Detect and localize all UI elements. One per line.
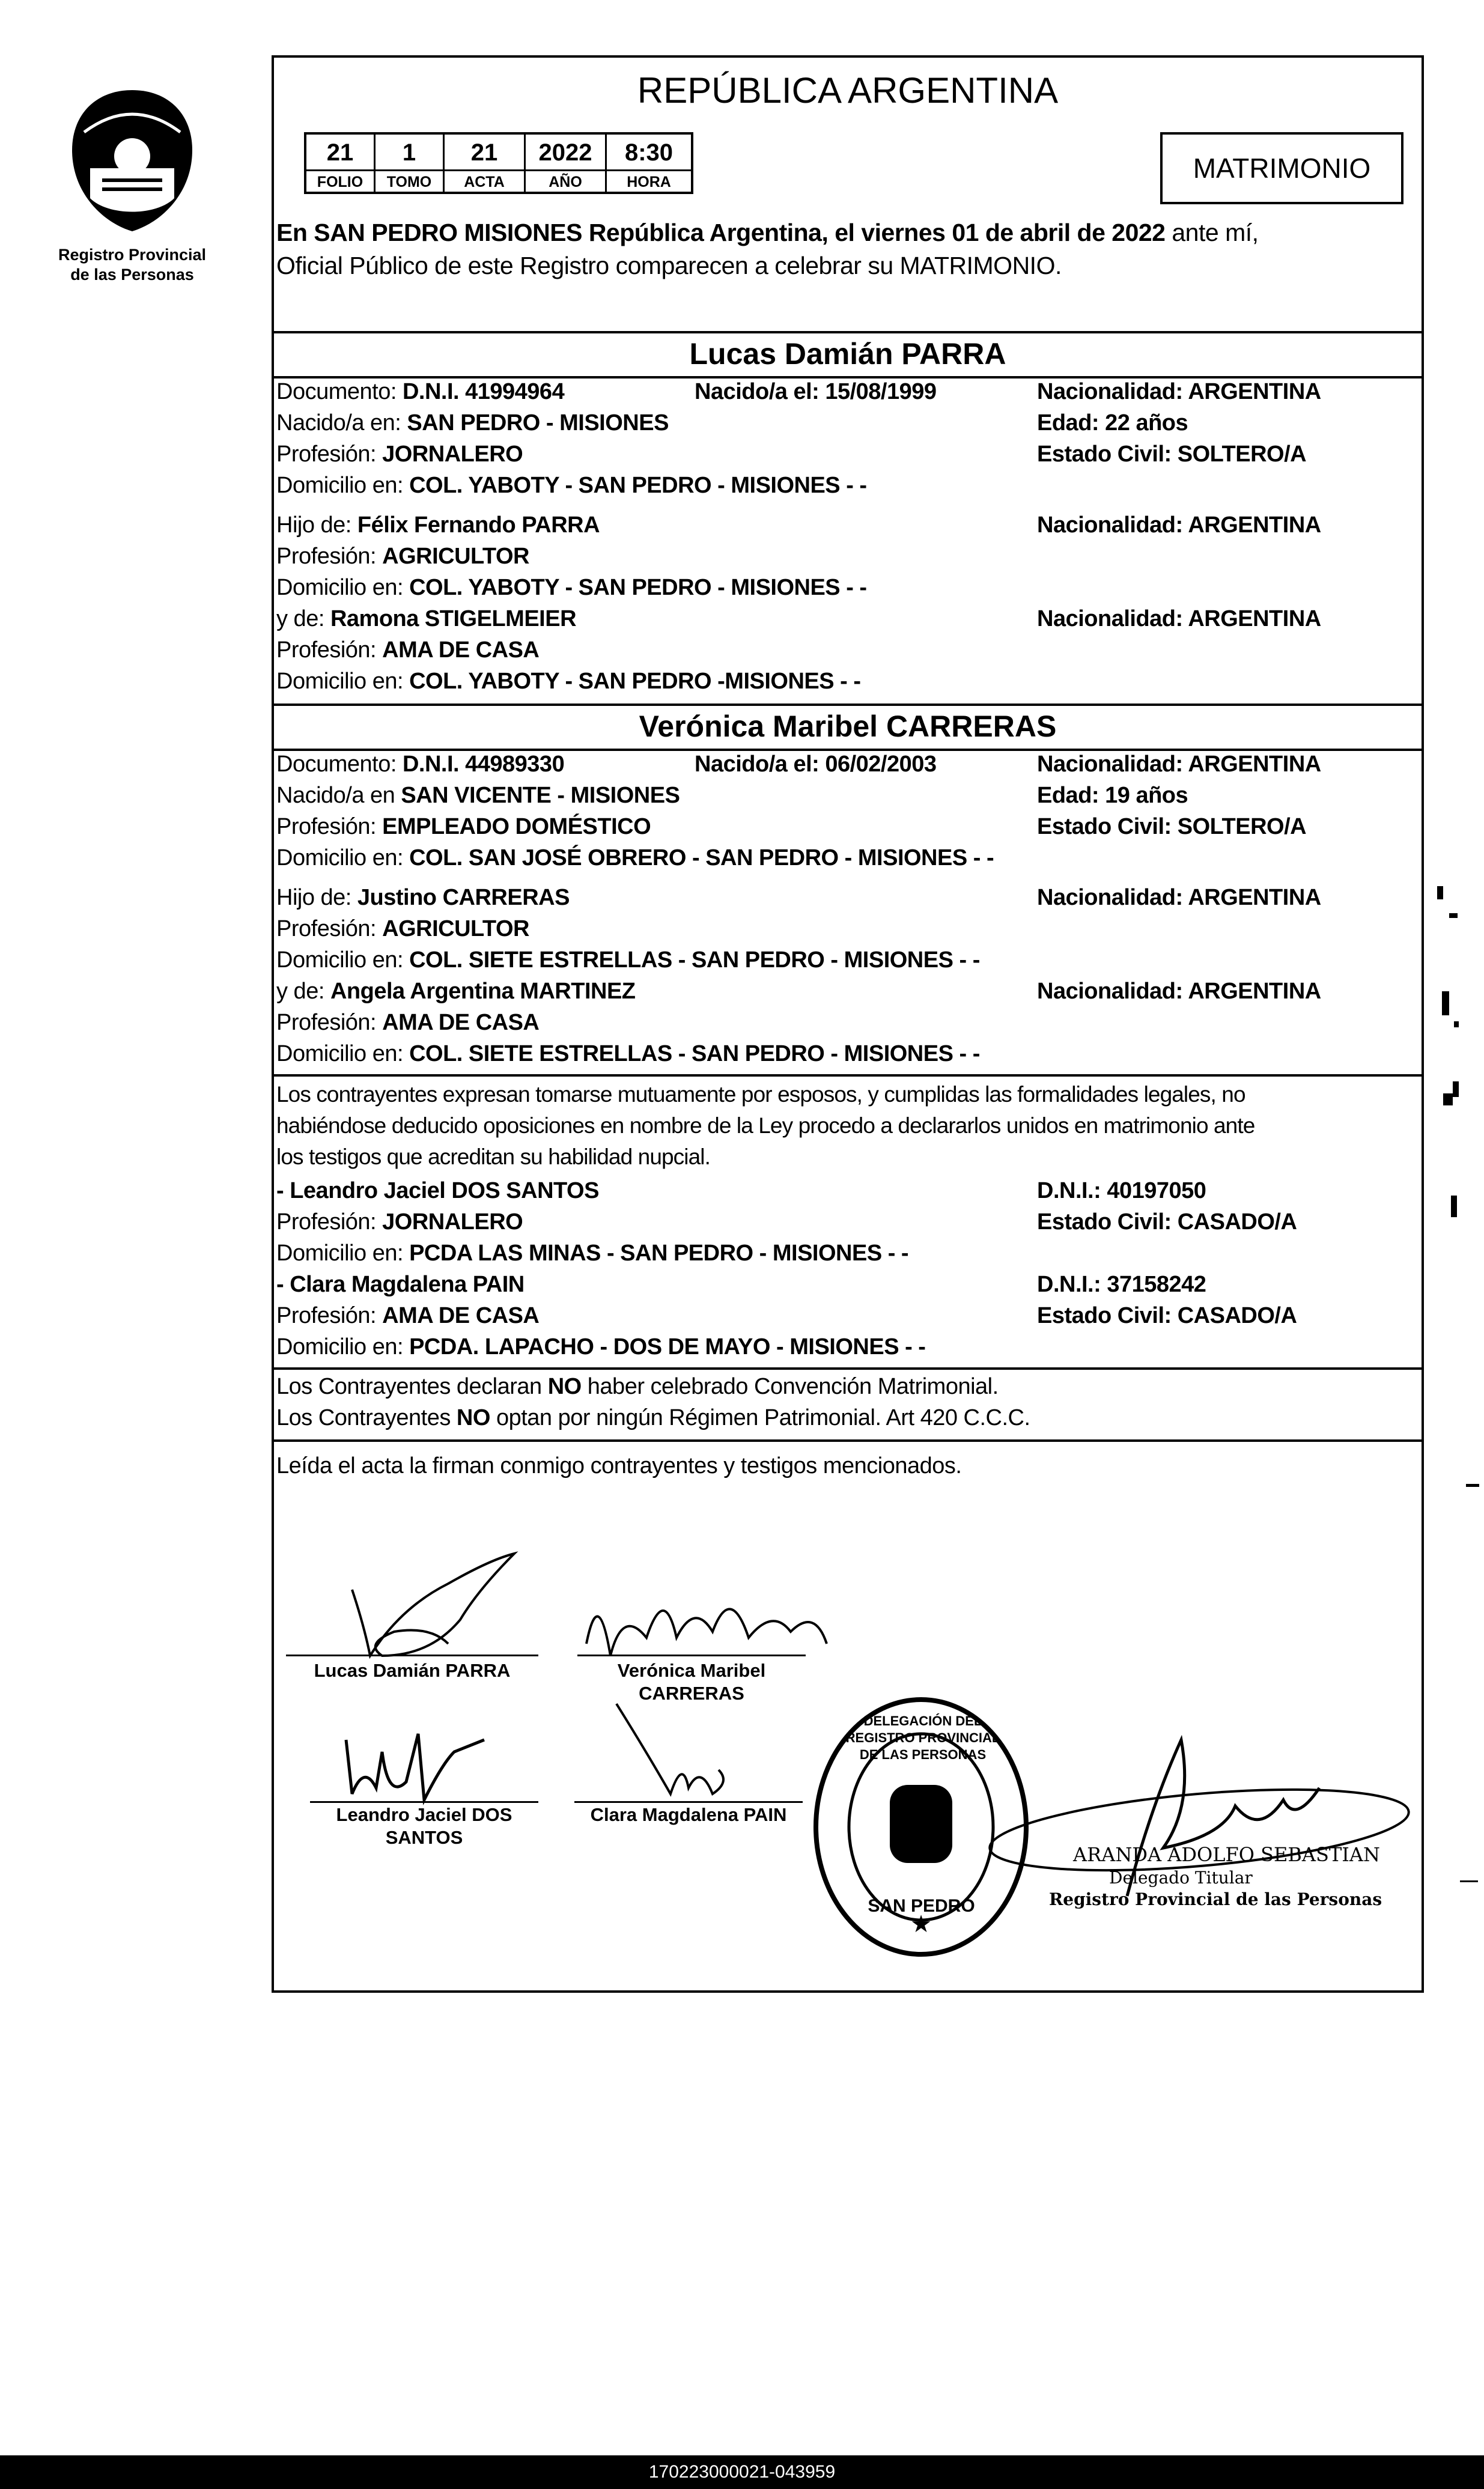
folio-cell: 21 FOLIO [306, 135, 376, 192]
signature-caption-clara: Clara Magdalena PAIN [590, 1804, 787, 1825]
intro-line2: Oficial Público de este Registro comparecen a celebrar su MATRIMONIO. [276, 252, 1062, 279]
party1-name: Lucas Damián PARRA [689, 337, 1006, 371]
province-logo [60, 84, 204, 240]
hora-cell: 8:30 HORA [607, 135, 691, 192]
official-title: Delegado Titular [1109, 1868, 1253, 1888]
tomo-cell: 1 TOMO [376, 135, 445, 192]
logo-caption [36, 245, 228, 285]
signature-caption-leandro: Leandro Jaciel DOS SANTOS [336, 1804, 512, 1848]
signature-clara [598, 1692, 815, 1812]
logo-caption-line2: de las Personas [70, 266, 194, 284]
party2-name: Verónica Maribel CARRERAS [639, 710, 1057, 743]
anio-cell: 2022 AÑO [526, 135, 607, 192]
page-title: REPÚBLICA ARGENTINA [637, 70, 1059, 111]
intro-line1: En SAN PEDRO MISIONES República Argentina, el viernes 01 de abril de 2022 ante mí, [276, 219, 1259, 246]
seal-bottom-text: SAN PEDRO [868, 1896, 975, 1916]
registry-numbers [304, 132, 693, 194]
record-type-badge: MATRIMONIO [1160, 132, 1403, 204]
logo-caption-line1: Registro Provincial [58, 246, 207, 264]
seal-text: DELEGACIÓN DEL REGISTRO PROVINCIAL DE LAS PERSONAS [845, 1713, 1000, 1762]
official-name: ARANDA ADOLFO SEBASTIAN [1073, 1843, 1381, 1866]
official-stamp [1049, 1842, 1382, 1910]
document-code-footer: 170223000021-043959 [0, 2455, 1484, 2489]
official-office: Registro Provincial de las Personas [1049, 1889, 1382, 1909]
signature-caption-veronica: Verónica Maribel CARRERAS [617, 1660, 766, 1704]
svg-text:★: ★ [910, 1910, 932, 1938]
signature-leandro [310, 1716, 538, 1812]
acta-cell: 21 ACTA [445, 135, 526, 192]
signature-caption-lucas: Lucas Damián PARRA [314, 1660, 511, 1681]
closing-text: Leída el acta la firman conmigo contrayentes y testigos mencionados. [276, 1453, 962, 1479]
marriage-certificate: REPÚBLICA ARGENTINA 21 FOLIO 1 TOMO 21 ACTA 2022 AÑO 8:30 HORA MATRIMONIO En SAN PEDRO MISIONES República Argentina, el viernes 01 de abril de 2022 ante mí, Oficial Público de este Registro comparecen a celebrar su MATRIMONIO. Lucas Damián PARRA Documento: D.N.I. 41994964 Nacido/a el: 15/08/1999 Nacionalidad: ARGENTINA Nacido/a en: SAN PEDRO - MISIONES Edad: 22 años Profesión: JORNALERO Estado Civil: SOLTERO/A Domicilio en: COL. YABOTY - SAN PEDRO - MISIONES - - Hijo de: Félix Fernando PARRA Nacionalidad: ARGENTINA Profesión: AGRICULTOR Domicilio en: COL. YABOTY - SAN PEDRO - MISIONES - - y de: Ramona STIGELMEIER Nacionalidad: ARGENTINA Profesión: AMA DE CASA Domicilio en: COL. YABOTY - SAN PEDRO -MISIONES - - Verónica Maribel CARRERAS Documento: D.N.I. 44989330 Nacido/a el: 06/02/2003 Nacionalidad: ARGENTINA Nacido/a en SAN VICENTE - MISIONES Edad: 19 años Profesión: EMPLEADO DOMÉSTICO Estado Civil: SOLTERO/A Domicilio en: COL. SAN JOSÉ OBRERO - SAN PEDRO - MISIONES - - Hijo de: Justino CARRERAS Nacionalidad: ARGENTINA Profesión: AGRICULTOR Domicilio en: COL. SIETE ESTRELLAS - SAN PEDRO - MISIONES - - y de: Angela Argentina MARTINEZ Nacionalidad: ARGENTINA Profesión: AMA DE CASA Domicilio en: COL. SIETE ESTRELLAS - SAN PEDRO - MISIONES - - Los contrayentes expresan tomarse mutuamente por esposos, y cumplidas las formalidades legales, no habiéndose deducido oposiciones en nombre de la Ley procedo a declararlos unidos en matrimonio ante los testigos que acreditan su habilidad nupcial. - Leandro Jaciel DOS SANTOS D.N.I.: 40197050 Profesión: JORNALERO Estado Civil: CASADO/A Domicilio en: PCDA LAS MINAS - SAN PEDRO - MISIONES - - - Clara Magdalena PAIN D.N.I.: 37158242 Profesión: AMA DE CASA Estado Civil: CASADO/A Domicilio en: PCDA. LAPACHO - DOS DE MAYO - MISIONES - - Los Contrayentes declaran NO haber celebrado Convención Matrimonial. Los Contrayentes NO optan por ningún Régimen Patrimonial. Art 420 C.C.C. Leída el acta la firman conmigo contrayentes y testigos mencionados. Lucas Damián PARRA Verónica Maribel CARRERAS Leandro Jaciel DOS SANTOS Clara Magdalena PAIN ★ DELEGACIÓN DEL REGISTRO PROVINCIAL DE LAS PERSONAS SAN PEDRO ARANDA ADOLFO SEBASTIAN Delegado Titular Registro Provincial de las Personas [272, 55, 1424, 1993]
